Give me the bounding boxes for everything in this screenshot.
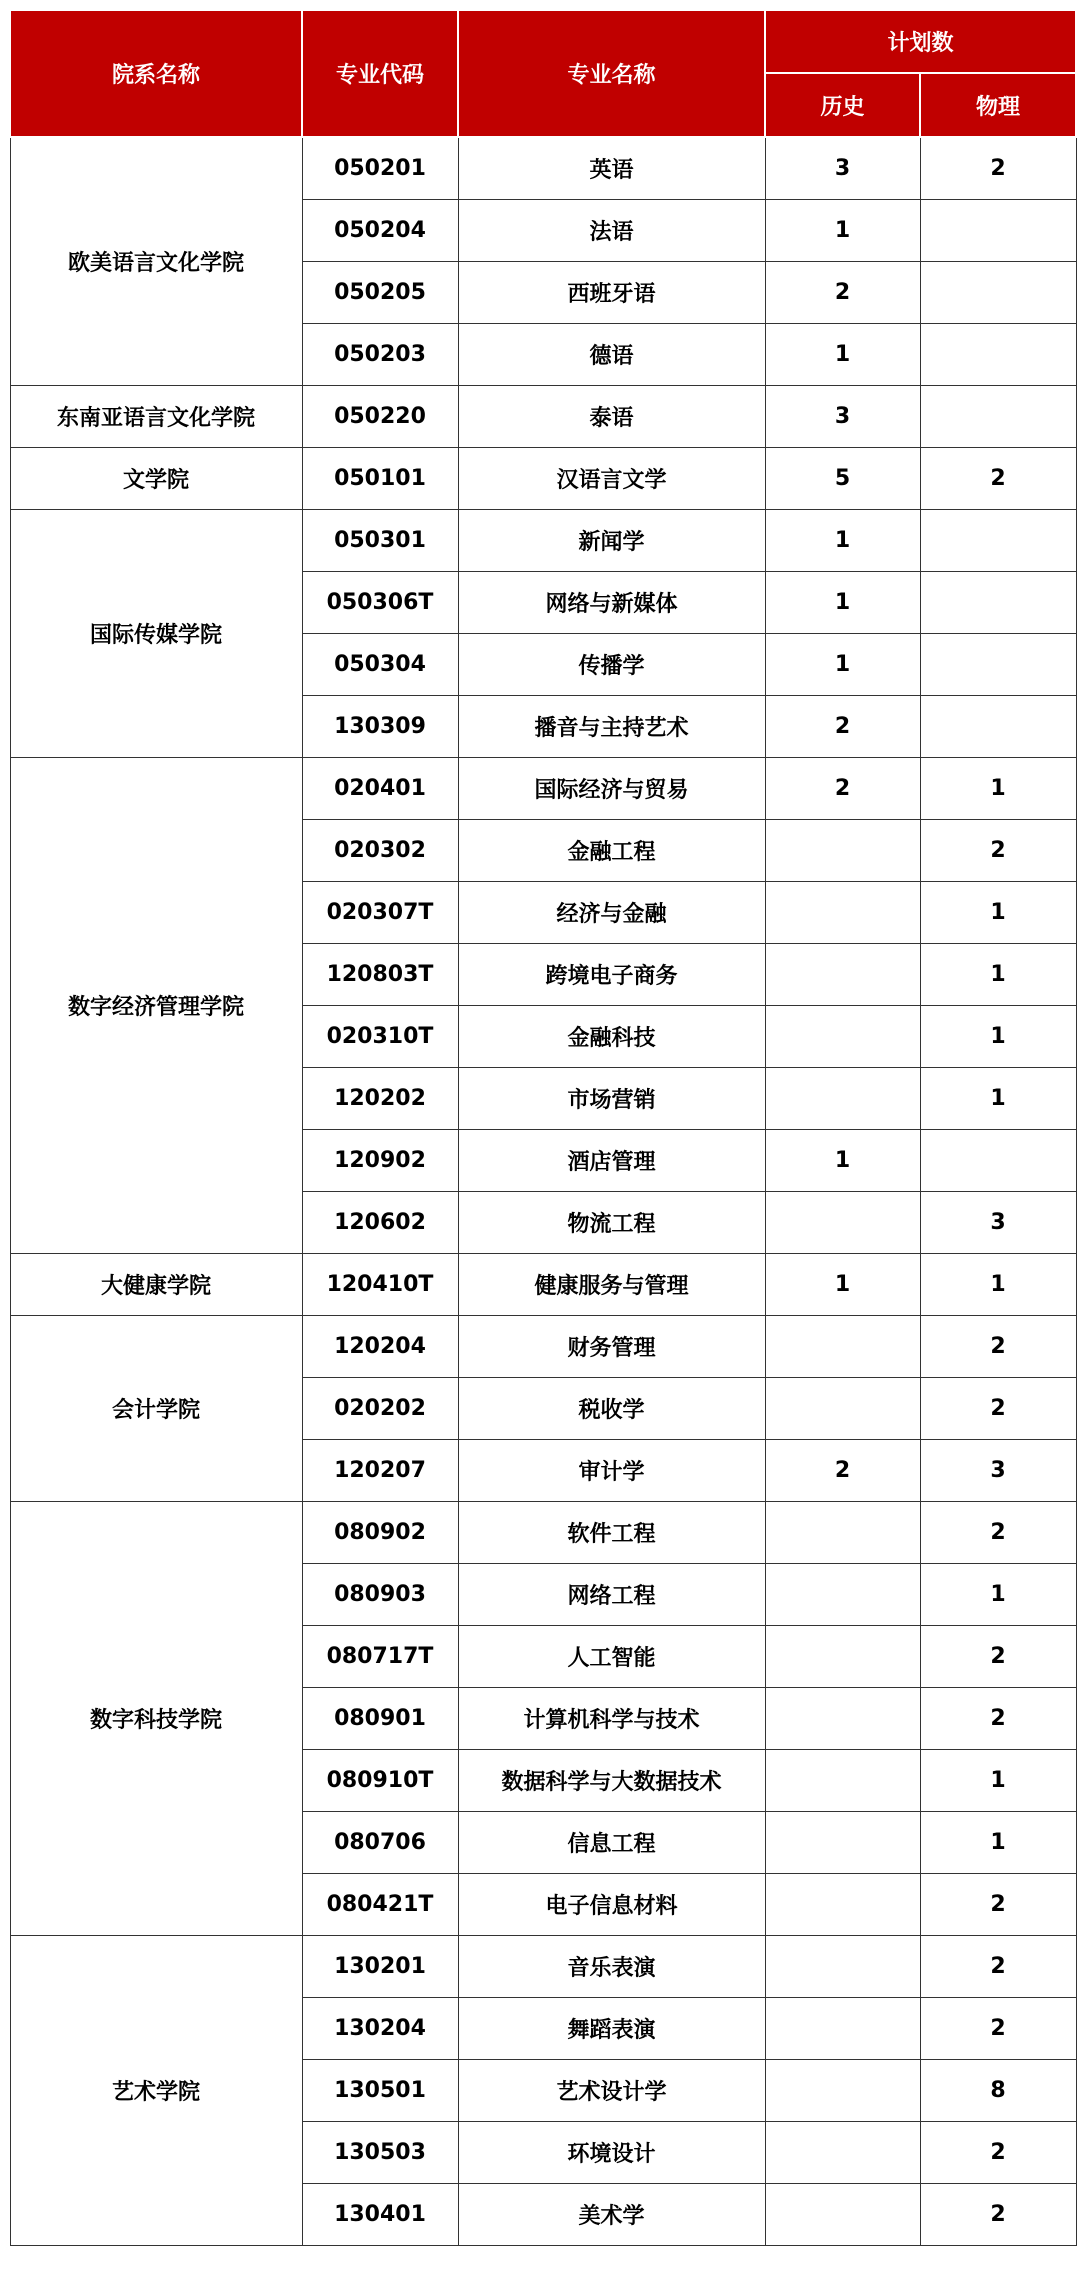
plan-history	[765, 1998, 920, 2060]
plan-physics	[920, 1130, 1076, 1192]
major-name: 传播学	[458, 634, 765, 696]
major-name: 金融科技	[458, 1006, 765, 1068]
plan-physics: 2	[920, 1874, 1076, 1936]
plan-physics: 2	[920, 1316, 1076, 1378]
plan-history	[765, 882, 920, 944]
major-code: 120207	[302, 1440, 458, 1502]
major-name: 国际经济与贸易	[458, 758, 765, 820]
plan-physics: 2	[920, 1998, 1076, 2060]
header-history: 历史	[765, 73, 920, 137]
major-code: 120803T	[302, 944, 458, 1006]
major-code: 080903	[302, 1564, 458, 1626]
header-row	[10, 10, 1076, 73]
major-code: 020302	[302, 820, 458, 882]
major-code: 050205	[302, 262, 458, 324]
major-name: 泰语	[458, 386, 765, 448]
plan-physics: 1	[920, 1564, 1076, 1626]
major-name: 汉语言文学	[458, 448, 765, 510]
plan-history	[765, 1626, 920, 1688]
major-code: 050304	[302, 634, 458, 696]
plan-history	[765, 1812, 920, 1874]
major-code: 050101	[302, 448, 458, 510]
major-name: 税收学	[458, 1378, 765, 1440]
major-code: 020401	[302, 758, 458, 820]
major-name: 信息工程	[458, 1812, 765, 1874]
plan-physics: 1	[920, 1006, 1076, 1068]
plan-physics	[920, 634, 1076, 696]
major-code: 050306T	[302, 572, 458, 634]
major-code: 120204	[302, 1316, 458, 1378]
plan-physics	[920, 696, 1076, 758]
major-name: 金融工程	[458, 820, 765, 882]
plan-history	[765, 944, 920, 1006]
major-code: 080706	[302, 1812, 458, 1874]
plan-history	[765, 2184, 920, 2246]
header-name: 专业名称	[458, 10, 765, 137]
department-name: 数字科技学院	[10, 1502, 302, 1936]
major-code: 120902	[302, 1130, 458, 1192]
plan-physics	[920, 262, 1076, 324]
major-name: 审计学	[458, 1440, 765, 1502]
major-name: 经济与金融	[458, 882, 765, 944]
plan-physics: 2	[920, 2184, 1076, 2246]
major-name: 环境设计	[458, 2122, 765, 2184]
major-code: 050201	[302, 137, 458, 200]
plan-physics: 2	[920, 1502, 1076, 1564]
plan-physics: 2	[920, 820, 1076, 882]
plan-history: 2	[765, 262, 920, 324]
plan-history	[765, 1564, 920, 1626]
plan-physics	[920, 386, 1076, 448]
plan-history: 2	[765, 696, 920, 758]
major-name: 数据科学与大数据技术	[458, 1750, 765, 1812]
plan-physics: 1	[920, 1812, 1076, 1874]
plan-history	[765, 2060, 920, 2122]
plan-physics	[920, 324, 1076, 386]
plan-history: 1	[765, 1254, 920, 1316]
major-name: 健康服务与管理	[458, 1254, 765, 1316]
major-name: 软件工程	[458, 1502, 765, 1564]
major-code: 050301	[302, 510, 458, 572]
plan-physics: 2	[920, 448, 1076, 510]
table-header	[10, 10, 1076, 137]
plan-physics: 3	[920, 1440, 1076, 1502]
plan-history	[765, 1936, 920, 1998]
major-code: 080910T	[302, 1750, 458, 1812]
plan-physics: 1	[920, 1068, 1076, 1130]
plan-history: 3	[765, 386, 920, 448]
plan-physics: 1	[920, 944, 1076, 1006]
department-name: 会计学院	[10, 1316, 302, 1502]
plan-history: 3	[765, 137, 920, 200]
plan-history	[765, 1750, 920, 1812]
header-plan: 计划数	[765, 10, 1076, 73]
plan-history	[765, 1316, 920, 1378]
table-row	[10, 386, 1076, 448]
table-row	[10, 1316, 1076, 1378]
plan-history	[765, 1688, 920, 1750]
plan-physics	[920, 510, 1076, 572]
plan-physics: 3	[920, 1192, 1076, 1254]
plan-physics	[920, 572, 1076, 634]
major-name: 物流工程	[458, 1192, 765, 1254]
table-row	[10, 758, 1076, 820]
major-name: 新闻学	[458, 510, 765, 572]
plan-history: 1	[765, 324, 920, 386]
table-row	[10, 448, 1076, 510]
major-name: 西班牙语	[458, 262, 765, 324]
major-name: 计算机科学与技术	[458, 1688, 765, 1750]
major-name: 舞蹈表演	[458, 1998, 765, 2060]
plan-history: 1	[765, 510, 920, 572]
plan-history: 2	[765, 758, 920, 820]
plan-history: 1	[765, 1130, 920, 1192]
major-name: 音乐表演	[458, 1936, 765, 1998]
plan-physics	[920, 200, 1076, 262]
header-dept: 院系名称	[10, 10, 302, 137]
major-code: 130309	[302, 696, 458, 758]
major-name: 英语	[458, 137, 765, 200]
major-code: 120202	[302, 1068, 458, 1130]
major-code: 120410T	[302, 1254, 458, 1316]
major-name: 法语	[458, 200, 765, 262]
plan-physics: 1	[920, 882, 1076, 944]
major-code: 050220	[302, 386, 458, 448]
major-name: 市场营销	[458, 1068, 765, 1130]
plan-physics: 2	[920, 1626, 1076, 1688]
header-code: 专业代码	[302, 10, 458, 137]
plan-history	[765, 1192, 920, 1254]
plan-history	[765, 1874, 920, 1936]
table-row	[10, 137, 1076, 200]
plan-history	[765, 820, 920, 882]
major-code: 050204	[302, 200, 458, 262]
major-name: 网络工程	[458, 1564, 765, 1626]
department-name: 大健康学院	[10, 1254, 302, 1316]
department-name: 国际传媒学院	[10, 510, 302, 758]
major-code: 080901	[302, 1688, 458, 1750]
plan-history	[765, 1378, 920, 1440]
major-name: 艺术设计学	[458, 2060, 765, 2122]
plan-physics: 1	[920, 1750, 1076, 1812]
plan-physics: 2	[920, 1936, 1076, 1998]
plan-physics: 2	[920, 137, 1076, 200]
major-code: 020202	[302, 1378, 458, 1440]
plan-history: 1	[765, 572, 920, 634]
major-name: 网络与新媒体	[458, 572, 765, 634]
major-name: 电子信息材料	[458, 1874, 765, 1936]
plan-history	[765, 1068, 920, 1130]
department-name: 文学院	[10, 448, 302, 510]
major-name: 跨境电子商务	[458, 944, 765, 1006]
table-row	[10, 1254, 1076, 1316]
major-code: 130204	[302, 1998, 458, 2060]
plan-physics: 1	[920, 758, 1076, 820]
plan-physics: 1	[920, 1254, 1076, 1316]
major-name: 德语	[458, 324, 765, 386]
major-code: 080902	[302, 1502, 458, 1564]
major-code: 130503	[302, 2122, 458, 2184]
major-code: 020310T	[302, 1006, 458, 1068]
plan-history: 1	[765, 634, 920, 696]
major-code: 130201	[302, 1936, 458, 1998]
table-row	[10, 1936, 1076, 1998]
major-code: 080421T	[302, 1874, 458, 1936]
major-name: 财务管理	[458, 1316, 765, 1378]
major-code: 080717T	[302, 1626, 458, 1688]
department-name: 数字经济管理学院	[10, 758, 302, 1254]
department-name: 艺术学院	[10, 1936, 302, 2246]
plan-physics: 2	[920, 1378, 1076, 1440]
major-code: 050203	[302, 324, 458, 386]
plan-history: 5	[765, 448, 920, 510]
major-name: 播音与主持艺术	[458, 696, 765, 758]
plan-history	[765, 2122, 920, 2184]
table-row	[10, 510, 1076, 572]
plan-history	[765, 1006, 920, 1068]
plan-physics: 2	[920, 2122, 1076, 2184]
table-body	[10, 137, 1076, 2246]
department-name: 东南亚语言文化学院	[10, 386, 302, 448]
plan-physics: 8	[920, 2060, 1076, 2122]
major-code: 130401	[302, 2184, 458, 2246]
table-row	[10, 1502, 1076, 1564]
major-code: 120602	[302, 1192, 458, 1254]
major-name: 美术学	[458, 2184, 765, 2246]
major-name: 人工智能	[458, 1626, 765, 1688]
department-name: 欧美语言文化学院	[10, 137, 302, 386]
plan-history	[765, 1502, 920, 1564]
major-code: 130501	[302, 2060, 458, 2122]
enrollment-plan-table	[9, 9, 1077, 2246]
plan-history: 1	[765, 200, 920, 262]
plan-history: 2	[765, 1440, 920, 1502]
major-code: 020307T	[302, 882, 458, 944]
plan-physics: 2	[920, 1688, 1076, 1750]
header-physics: 物理	[920, 73, 1076, 137]
major-name: 酒店管理	[458, 1130, 765, 1192]
